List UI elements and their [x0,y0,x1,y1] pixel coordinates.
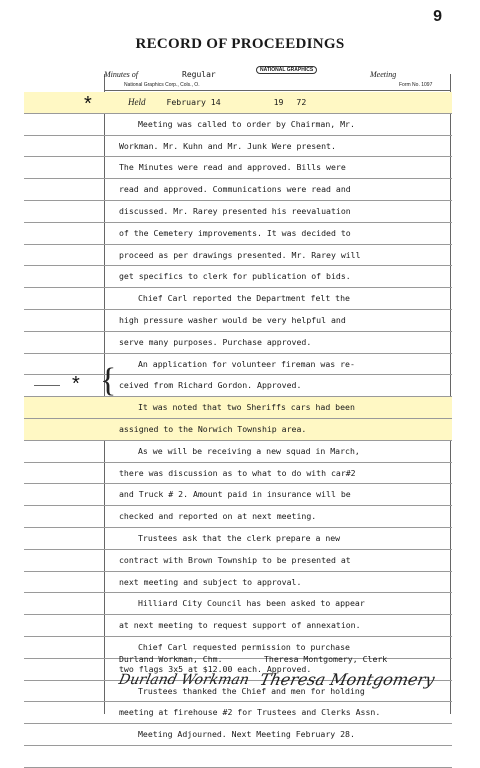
minutes-line: of the Cemetery improvements. It was decided to [24,223,452,245]
minutes-line [24,746,452,768]
minutes-line: read and approved. Communications were read and [24,179,452,201]
minutes-line: at next meeting to request support of annexation. [24,615,452,637]
minutes-line: meeting at firehouse #2 for Trustees and Clerks Assn. [24,702,452,724]
minutes-line: checked and reported on at next meeting. [24,506,452,528]
minutes-line: Meeting Adjourned. Next Meeting February 28. [24,724,452,746]
minutes-line: Trustees thanked the Chief and men for holding [24,681,452,703]
minutes-line: As we will be receiving a new squad in March, [24,441,452,463]
minutes-line: two flags 3x5 at $12.00 each. Approved. [24,659,452,681]
form-number: Form No. 1097 [399,82,433,88]
minutes-line: there was discussion as to what to do with car#2 [24,463,452,485]
asterisk-mark: * [72,373,80,395]
held-year: 72 [296,97,307,107]
publisher-name: National Graphics Corp., Cols., O. [124,82,200,88]
margin-dash [34,385,60,386]
minutes-line: discussed. Mr. Rarey presented his reevaluation [24,201,452,223]
publisher-line [104,80,450,91]
minutes-line: contract with Brown Township to be presented at [24,550,452,572]
minutes-line: get specifics to clerk for publication of bids. [24,266,452,288]
minutes-body [24,92,452,768]
clerk-typed-name: Theresa Montgomery, Clerk [264,654,388,664]
minutes-sheet [24,64,452,740]
held-date: February 14 [166,97,221,107]
form-title: RECORD OF PROCEEDINGS [135,36,345,52]
minutes-line: assigned to the Norwich Township area. [24,419,452,441]
margin-brace: { [100,362,117,399]
minutes-line: An application for volunteer fireman was re- [24,354,452,376]
chairman-typed-name: Durland Workman, Chm. [119,654,223,664]
minutes-line: Chief Carl reported the Department felt the [24,288,452,310]
minutes-line: Meeting was called to order by Chairman, Mr. [24,114,452,136]
held-label: Held [128,97,146,107]
minutes-line: The Minutes were read and approved. Bills were [24,157,452,179]
minutes-line: next meeting and subject to approval. [24,572,452,594]
minutes-line: Hilliard City Council has been asked to appear [24,593,452,615]
minutes-line: proceed as per drawings presented. Mr. Rarey will [24,245,452,267]
chairman-signature: Durland Workman [117,672,251,688]
clerk-signature: Theresa Montgomery [257,670,437,689]
minutes-of-label: Minutes of [104,70,138,79]
minutes-line: Chief Carl requested permission to purchase [24,637,452,659]
minutes-line: high pressure washer would be very helpful and [24,310,452,332]
minutes-line: serve many purposes. Purchase approved. [24,332,452,354]
minutes-line: It was noted that two Sheriffs cars had been [24,397,452,419]
minutes-line: Workman. Mr. Kuhn and Mr. Junk Were present. [24,136,452,158]
national-graphics-logo: NATIONAL GRAPHICS [256,66,317,74]
held-year-prefix: 19 [273,97,284,107]
minutes-line: and Truck # 2. Amount paid in insurance will be [24,484,452,506]
minutes-line: Trustees ask that the clerk prepare a new [24,528,452,550]
minutes-line: ceived from Richard Gordon. Approved. [24,375,452,397]
page-number: 9 [433,8,442,25]
meeting-label: Meeting [370,70,397,79]
asterisk-mark: * [84,93,92,115]
minutes-type: Regular [182,70,216,79]
